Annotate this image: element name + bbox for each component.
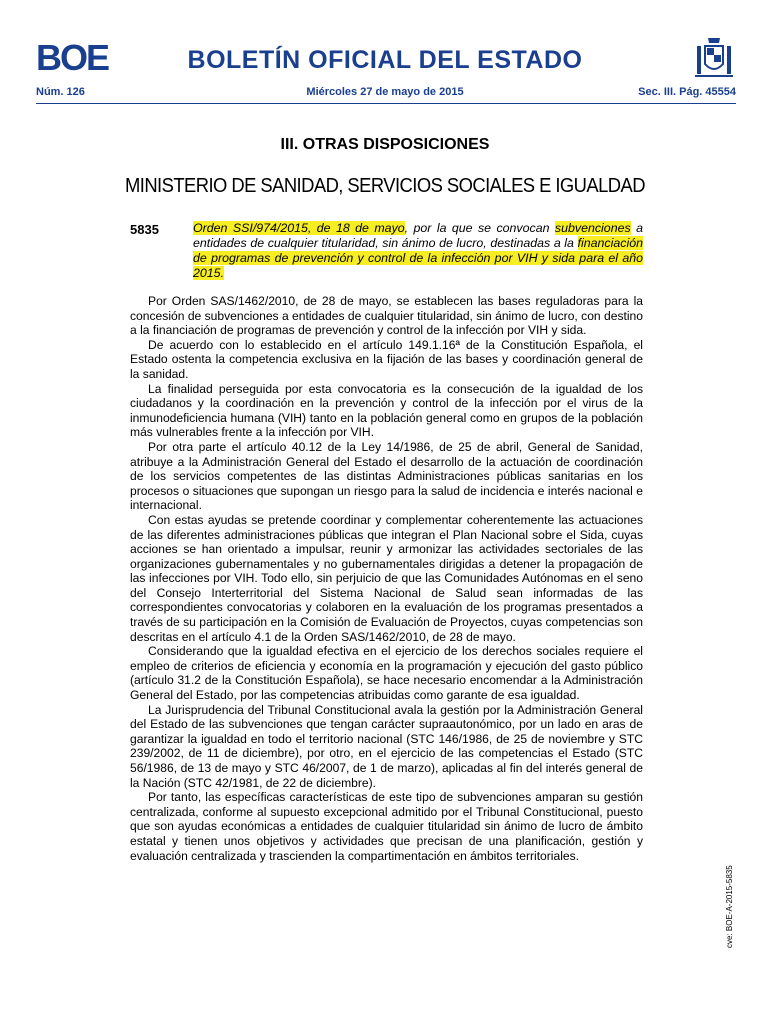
disposition-title: [193, 221, 643, 281]
masthead-title: BOLETÍN OFICIAL DEL ESTADO: [187, 46, 583, 74]
section-page: Sec. III. Pág. 45554: [638, 86, 736, 98]
page-header: [36, 86, 736, 100]
paragraph: La finalidad perseguida por esta convocatoria es la consecución de la igualdad de los ciudadanos y la coordinación en la prevención y control de la infección por el virus de la inmunodeficiencia humana (VIH) tanto en la población general como en grupos de la población más vulnerables frente a la infección por VIH.: [130, 381, 643, 440]
disposition-highlight: subvenciones: [554, 221, 631, 235]
paragraph: Con estas ayudas se pretende coordinar y complementar coherentemente las actuaciones de las diferentes administraciones públicas que integran el Plan Nacional sobre el Sida, cuyas acciones se han orientado a impulsar, reunir y armonizar las actividades sectoriales de las organizaciones gubernamentales y no gubernamentales dirigidas a detener la propagación de las infecciones por VIH. Todo ello, sin perjuicio de que las Comunidades Autónomas en el seno del Consejo Interterritorial del Sistema Nacional de Salud sean informadas de las correspondientes convocatorias y colaboren en la evaluación de los programas presentados a través de su participación en la Comisión de Evaluación de Proyectos, cuyas competencias son descritas en el artículo 4.1 de la Orden SAS/1462/2010, de 28 de mayo.: [130, 512, 643, 644]
paragraph: Por Orden SAS/1462/2010, de 28 de mayo, se establecen las bases reguladoras para la concesión de subvenciones a entidades de cualquier titularidad, sin ánimo de lucro, con destino a la financiación de programas de prevención y control de la infección por VIH y sida.: [130, 294, 643, 338]
coat-of-arms-icon: [692, 34, 736, 82]
disposition-text: a entidades de cualquier titularidad, sin ánimo de lucro, destinadas a la: [193, 221, 643, 250]
boe-logo-text: BOE: [36, 40, 109, 74]
header-rule: [36, 103, 736, 104]
disposition-highlight: financiación de programas de prevención y control de la infección por VIH y sida para el año 2015.: [193, 236, 643, 280]
disposition-text: , por la que se convocan: [404, 221, 555, 235]
paragraph: Considerando que la igualdad efectiva en el ejercicio de los derechos sociales requiere el empleo de criterios de eficiencia y economía en la programación y ejecución del gasto público (artículo 31.2 de la Constitución Española), se hace necesario encomendar a la Administración General del Estado, por las competencias atribuidas como garante de esa igualdad.: [130, 644, 643, 703]
body-text: [130, 294, 643, 863]
paragraph: Por tanto, las específicas características de este tipo de subvenciones amparan su gestión centralizada, conforme al supuesto excepcional admitido por el Tribunal Constitucional, puesto que son ayudas económicas a entidades de cualquier titularidad sin ánimo de lucro de ámbito estatal y tienen unos objetivos y actividades que precisan de una planificación, gestión y evaluación centralizada y trascienden la compartimentación en ámbitos territoriales.: [130, 790, 643, 863]
issue-number: Núm. 126: [36, 86, 85, 98]
cve-code: cve: BOE-A-2015-5835: [725, 865, 734, 948]
disposition-number: 5835: [130, 222, 159, 237]
paragraph: Por otra parte el artículo 40.12 de la Ley 14/1986, de 25 de abril, General de Sanidad, atribuye a la Administración General del Estado el desarrollo de la actuación de coordinación de los servicios competentes de las distintas Administraciones públicas sanitarias en los procesos o situaciones que supongan un riesgo para la salud de incidencia e interés nacional e internacional.: [130, 439, 643, 513]
disposition-highlight: Orden SSI/974/2015, de 18 de mayo: [193, 221, 405, 235]
section-title: III. OTRAS DISPOSICIONES: [280, 136, 490, 153]
paragraph: De acuerdo con lo establecido en el artículo 149.1.16ª de la Constitución Española, el Estado ostenta la competencia exclusiva en la fijación de las bases y coordinación general de la sanidad.: [130, 337, 643, 381]
paragraph: La Jurisprudencia del Tribunal Constitucional avala la gestión por la Administración General del Estado de las subvenciones que tengan carácter supraautonómico, por un lado en aras de garantizar la igualdad en todo el territorio nacional (STC 146/1986, de 25 de noviembre y STC 239/2002, de 11 de diciembre), por otro, en el ejercicio de las competencias el Estado (STC 56/1986, de 13 de mayo y STC 46/2007, de 1 de marzo), aplicadas al fin del interés general de la Nación (STC 42/1981, de 22 de diciembre).: [130, 702, 643, 790]
issue-date: Miércoles 27 de mayo de 2015: [306, 86, 464, 98]
ministry-title: MINISTERIO DE SANIDAD, SERVICIOS SOCIALES E IGUALDAD: [124, 175, 646, 197]
